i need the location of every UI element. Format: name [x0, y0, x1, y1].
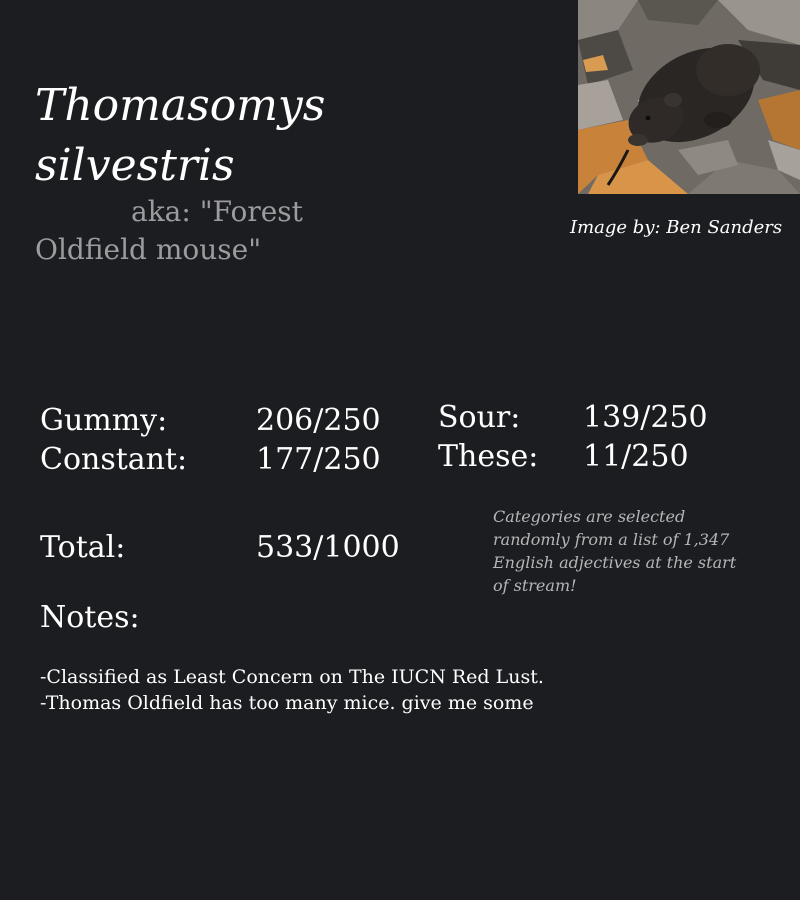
- species-common-name: aka: "Forest Oldfield mouse": [35, 195, 303, 266]
- notes-heading: Notes:: [40, 600, 140, 635]
- note-item: -Thomas Oldfield has too many mice. give me some: [40, 692, 534, 714]
- score-total-label: Total:: [40, 530, 126, 565]
- category-note: Categories are selected randomly from a list of 1,347 English adjectives at the start of stream!: [493, 507, 737, 595]
- score-gummy-value: 206/250: [256, 403, 381, 438]
- scientific-name-line1: Thomasomys: [35, 80, 326, 131]
- score-gummy-label: Gummy:: [40, 403, 168, 438]
- species-scientific-name: [35, 76, 375, 196]
- score-constant-value: 177/250: [256, 442, 381, 477]
- score-sour-label: Sour:: [438, 400, 521, 435]
- score-total-value: 533/1000: [256, 530, 400, 565]
- note-item: -Classified as Least Concern on The IUCN Red Lust.: [40, 666, 544, 688]
- score-these-label: These:: [438, 439, 539, 474]
- mouse-photo-illustration: [578, 0, 800, 194]
- photo-credit: Image by: Ben Sanders: [570, 217, 783, 238]
- notes-list: [40, 664, 560, 716]
- scientific-name-line2: silvestris: [35, 140, 235, 191]
- score-constant-label: Constant:: [40, 442, 188, 477]
- score-sour-value: 139/250: [583, 400, 708, 435]
- score-these-value: 11/250: [583, 439, 689, 474]
- mouse-photo: [578, 0, 800, 194]
